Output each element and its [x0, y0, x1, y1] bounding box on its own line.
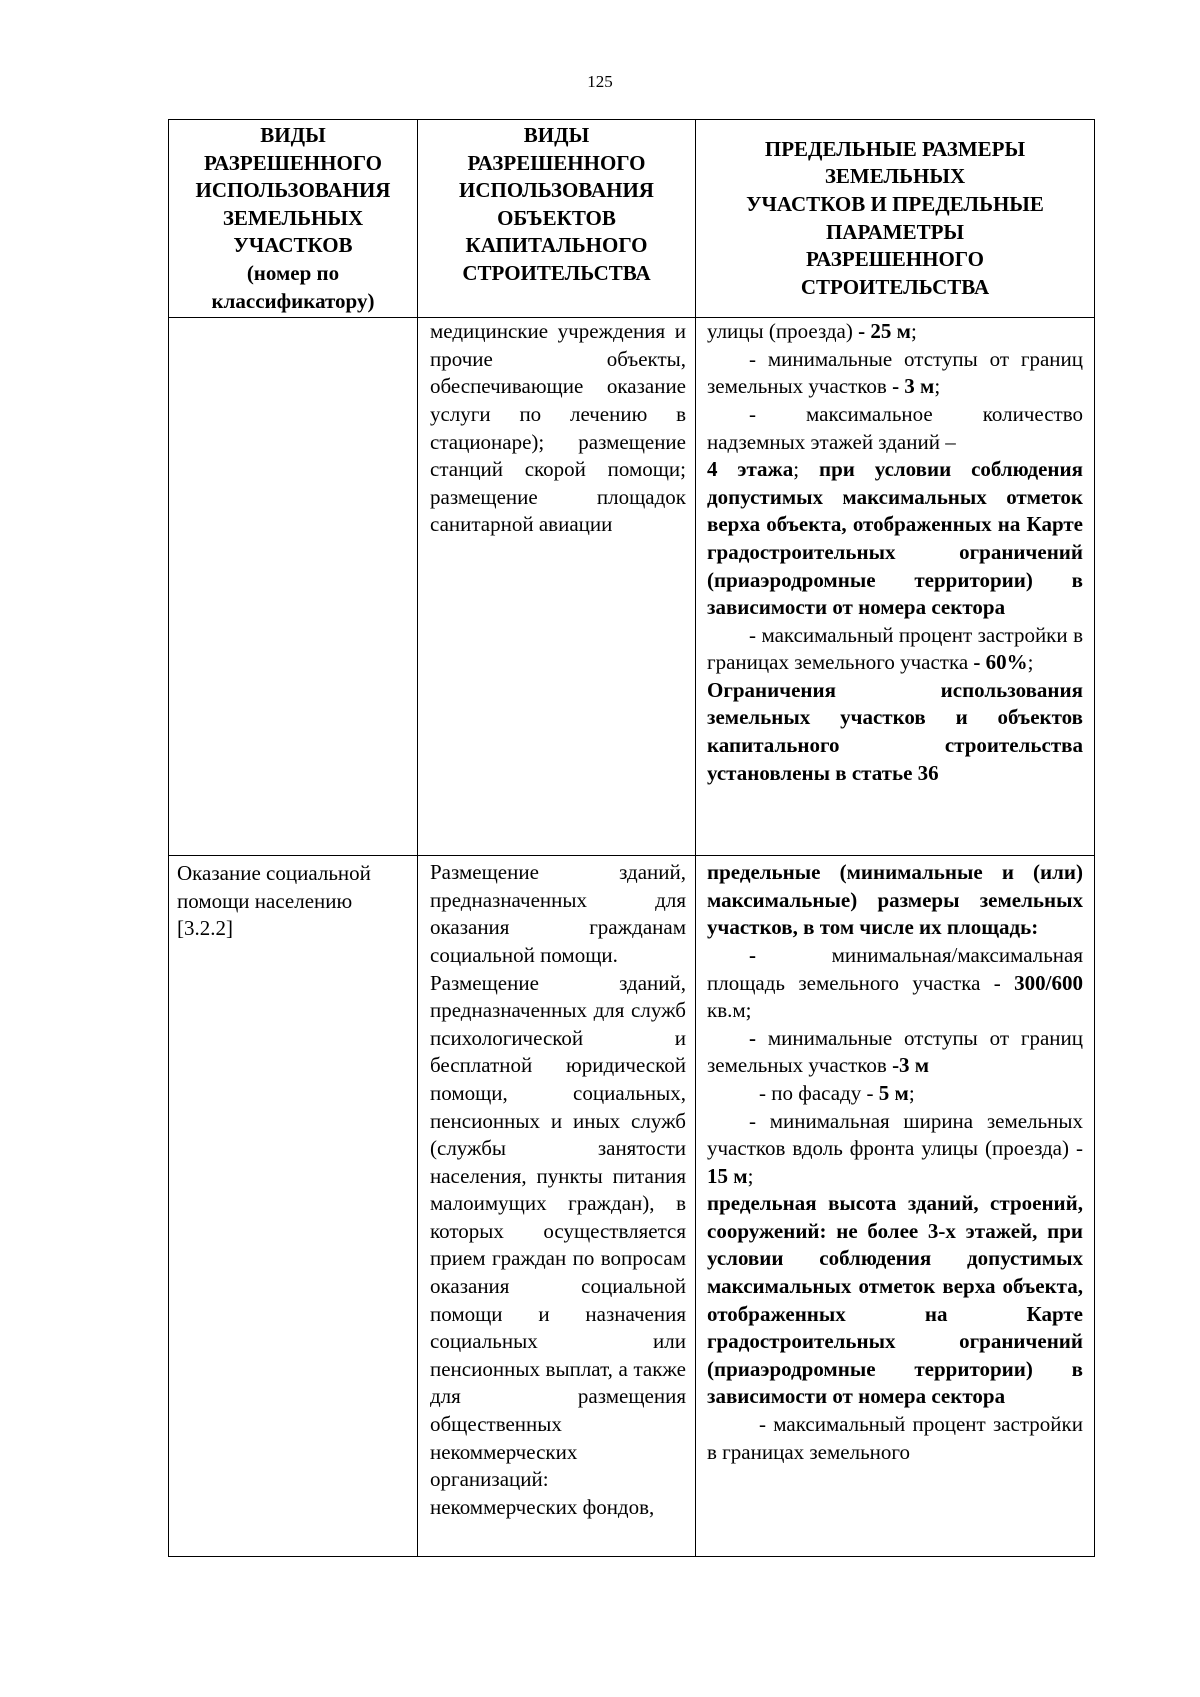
- table-header-row: [169, 120, 1095, 318]
- land-use-cell: [169, 318, 418, 856]
- header-construction-use-types: ВИДЫ РАЗРЕШЕННОГО ИСПОЛЬЗОВАНИЯ ОБЪЕКТОВ КАПИТАЛЬНОГО СТРОИТЕЛЬСТВА: [418, 120, 696, 318]
- table-row: [169, 318, 1095, 856]
- construction-use-cell: Размещение зданий, предназначенных для оказания гражданам социальной помощи. Размещение зданий, предназначенных для служб психологической и бесплатной юридической помощи, социальных, пенсионных и иных служб (службы занятости населения, пункты питания малоимущих граждан), в которых осуществляется прием граждан по вопросам оказания социальной помощи и назначения социальных или пенсионных выплат, а также для размещения общественных некоммерческих организаций: некоммерческих фондов,: [418, 856, 696, 1557]
- land-use-cell: Оказание социальной помощи населению [3.2.2]: [169, 856, 418, 1557]
- header-land-use-types: ВИДЫ РАЗРЕШЕННОГО ИСПОЛЬЗОВАНИЯ ЗЕМЕЛЬНЫХ УЧАСТКОВ (номер по классификатору): [169, 120, 418, 318]
- parameters-cell: улицы (проезда) - 25 м; - минимальные отступы от границ земельных участков - 3 м; - максимальное количество надземных этажей зданий – 4 этажа; при условии соблюдения допустимых максимальных отметок верха объекта, отображенных на Карте градостроительных ограничений (приаэродромные территории) в зависимости от номера сектора - максимальный процент застройки в границах земельного участка - 60%; Ограничения использования земельных участков и объектов капитального строительства установлены в статье 36: [696, 318, 1095, 856]
- land-use-regulations-table: [168, 119, 1095, 1557]
- header-limit-parameters: ПРЕДЕЛЬНЫЕ РАЗМЕРЫ ЗЕМЕЛЬНЫХ УЧАСТКОВ И ПРЕДЕЛЬНЫЕ ПАРАМЕТРЫ РАЗРЕШЕННОГО СТРОИТЕЛЬСТВА: [696, 120, 1095, 318]
- construction-use-cell: медицинские учреждения и прочие объекты, обеспечивающие оказание услуги по лечению в стационаре); размещение станций скорой помощи; размещение площадок санитарной авиации: [418, 318, 696, 856]
- page-number: 125: [587, 72, 613, 91]
- table-row: [169, 856, 1095, 1557]
- parameters-cell: предельные (минимальные и (или) максимальные) размеры земельных участков, в том числе их площадь: - минимальная/максимальная площадь земельного участка - 300/600 кв.м; - минимальные отступы от границ земельных участков -3 м - по фасаду - 5 м; - минимальная ширина земельных участков вдоль фронта улицы (проезда) - 15 м; предельная высота зданий, строений, сооружений: не более 3-х этажей, при условии соблюдения допустимых максимальных отметок верха объекта, отображенных на Карте градостроительных ограничений (приаэродромные территории) в зависимости от номера сектора - максимальный процент застройки в границах земельного: [696, 856, 1095, 1557]
